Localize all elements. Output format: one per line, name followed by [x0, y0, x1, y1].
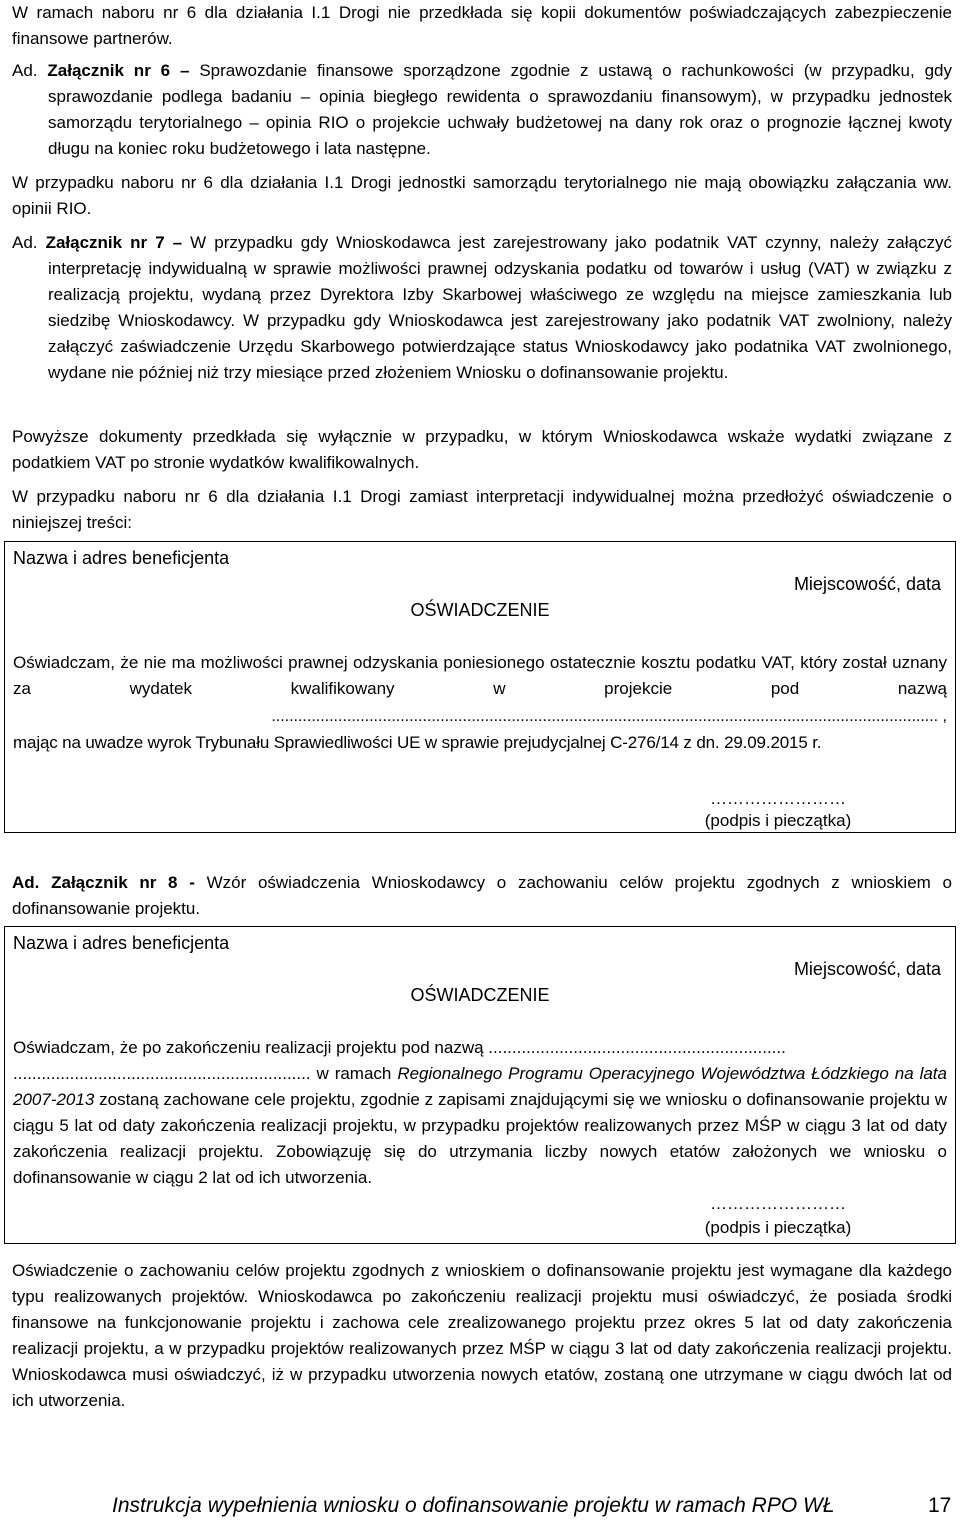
paragraph-goals-requirement: Oświadczenie o zachowaniu celów projektu zgodnych z wnioskiem o dofinansowanie projektu jest wymagane dla każdego typu realizowanych projektów. Wnioskodawca po zakończeniu realizacji projektu musi oświadczyć, że posiada środki finansowe na funkcjonowanie projektu i zachowa cele zrealizowanego projektu przez okres 5 lat od daty zakończenia realizacji projektu, a w przypadku projektów realizowanych przez MŚP w ciągu 3 lat od daty zakończenia realizacji projektu. Wnioskodawca musi oświadczyć, iż w przypadku utworzenia nowych etatów, zostaną one utrzymane w ciągu dwóch lat od ich utworzenia. — [12, 1261, 952, 1410]
beneficiary-name-address-label: Nazwa i adres beneficjenta — [13, 548, 230, 568]
paragraph-nabor-declaration: W przypadku naboru nr 6 dla działania I.1 Drogi zamiast interpretacji indywidualnej można przedłożyć oświadczenie o niniejszej treści: — [12, 487, 952, 532]
attachment-7-description — [12, 230, 952, 386]
goals-declaration-dots: ............................................................... w ramach — [13, 1064, 398, 1083]
beneficiary-name-address-label: Nazwa i adres beneficjenta — [13, 933, 230, 953]
attachment-7-label: Załącznik nr 7 – — [45, 233, 183, 252]
vat-declaration-line-1: Oświadczam, że nie ma możliwości prawnej odzyskania poniesionego ostatecznie kosztu podatku VAT, który został uznany za wydatek kwalifikowany w projekcie pod nazwą — [13, 653, 947, 698]
footer-document-title: Instrukcja wypełnienia wniosku o dofinansowanie projektu w ramach RPO WŁ — [112, 1494, 835, 1517]
goals-declaration-line-1: Oświadczam, że po zakończeniu realizacji projektu pod nazwą ............................................................... — [13, 1038, 786, 1057]
signature-label: (podpis i pieczątka) — [704, 811, 852, 830]
goals-declaration-text: zostaną zachowane cele projektu, zgodnie z zapisami znajdującymi się we wniosku o dofinansowanie projektu w ciągu 5 lat od daty zakończenia realizacji projektu, w przypadku projektów realizowanych przez MŚP w ciągu 3 lat od daty zakończenia realizacji projektu. Zobowiązuję się do utrzymania liczby nowych etatów założonych we wniosku o dofinansowanie w ciągu 2 lat od ich utworzenia. — [13, 1090, 947, 1187]
attachment-6-prefix: Ad. — [12, 61, 38, 80]
signature-label: (podpis i pieczątka) — [704, 1218, 852, 1237]
vat-declaration-line-3: mając na uwadze wyrok Trybunału Sprawiedliwości UE w sprawie prejudycjalnej C-276/14 z dn. 29.09.2015 r. — [13, 733, 822, 752]
declaration-heading: OŚWIADCZENIE — [410, 600, 550, 620]
vat-declaration-project-name-dots: ...................................................................................................................................................... , — [271, 708, 947, 725]
attachment-8-text: Wzór oświadczenia Wnioskodawcy o zachowaniu celów projektu zgodnych z wnioskiem o dofinansowanie projektu. — [12, 873, 952, 918]
attachment-6-label: Załącznik nr 6 – — [47, 61, 190, 80]
attachment-8-label: Załącznik nr 8 - — [51, 873, 195, 892]
paragraph-nabor-partners: W ramach naboru nr 6 dla działania I.1 Drogi nie przedkłada się kopii dokumentów poświadczających zabezpieczenie finansowe partnerów. — [12, 3, 952, 48]
vat-declaration-box — [4, 541, 956, 833]
attachment-6-text: Sprawozdanie finansowe sporządzone zgodnie z ustawą o rachunkowości (w przypadku, gdy sprawozdanie podlega badaniu – opinia biegłego rewidenta o sprawozdaniu finansowym), w przypadku jednostek samorządu terytorialnego – opinia RIO o projekcie uchwały budżetowej na dany rok oraz o prognozie łącznej kwoty długu na koniec roku budżetowego i lata następne. — [48, 61, 952, 158]
goals-declaration-paragraph — [13, 1061, 947, 1191]
attachment-6-note: W przypadku naboru nr 6 dla działania I.1 Drogi jednostki samorządu terytorialnego nie mają obowiązku załączania ww. opinii RIO. — [12, 173, 952, 218]
attachment-8-prefix: Ad. — [12, 873, 40, 892]
attachment-6-description — [12, 58, 952, 162]
attachment-7-text: W przypadku gdy Wnioskodawca jest zarejestrowany jako podatnik VAT czynny, należy załączyć interpretację indywidualną w sprawie możliwości prawnej odzyskania podatku od towarów i usług (VAT) w związku z realizacją projektu, wydaną przez Dyrektora Izby Skarbowej właściwego ze względu na miejsce zamieszkania lub siedzibę Wnioskodawcy. W przypadku gdy Wnioskodawca jest zarejestrowany jako podatnik VAT zwolniony, należy załączyć zaświadczenie Urzędu Skarbowego potwierdzające status Wnioskodawcy jako podatnika VAT zwolnionego, wydane nie później niż trzy miesiące przed złożeniem Wniosku o dofinansowanie projektu. — [48, 233, 952, 382]
project-goals-declaration-box — [4, 926, 956, 1244]
paragraph-vat-documents: Powyższe dokumenty przedkłada się wyłącznie w przypadku, w którym Wnioskodawca wskaże wydatki związane z podatkiem VAT po stronie wydatków kwalifikowalnych. — [12, 427, 952, 472]
page-number: 17 — [928, 1494, 952, 1517]
place-date-label: Miejscowość, data — [793, 959, 941, 979]
signature-dots: …………………… — [710, 789, 846, 808]
place-date-label: Miejscowość, data — [793, 574, 941, 594]
signature-dots: …………………… — [710, 1194, 846, 1213]
declaration-heading: OŚWIADCZENIE — [410, 985, 550, 1005]
attachment-8-description — [12, 870, 952, 922]
attachment-7-prefix: Ad. — [12, 233, 38, 252]
program-name: Regionalnego Programu Operacyjnego Województwa Łódzkiego na lata 2007-2013 — [13, 1064, 947, 1109]
